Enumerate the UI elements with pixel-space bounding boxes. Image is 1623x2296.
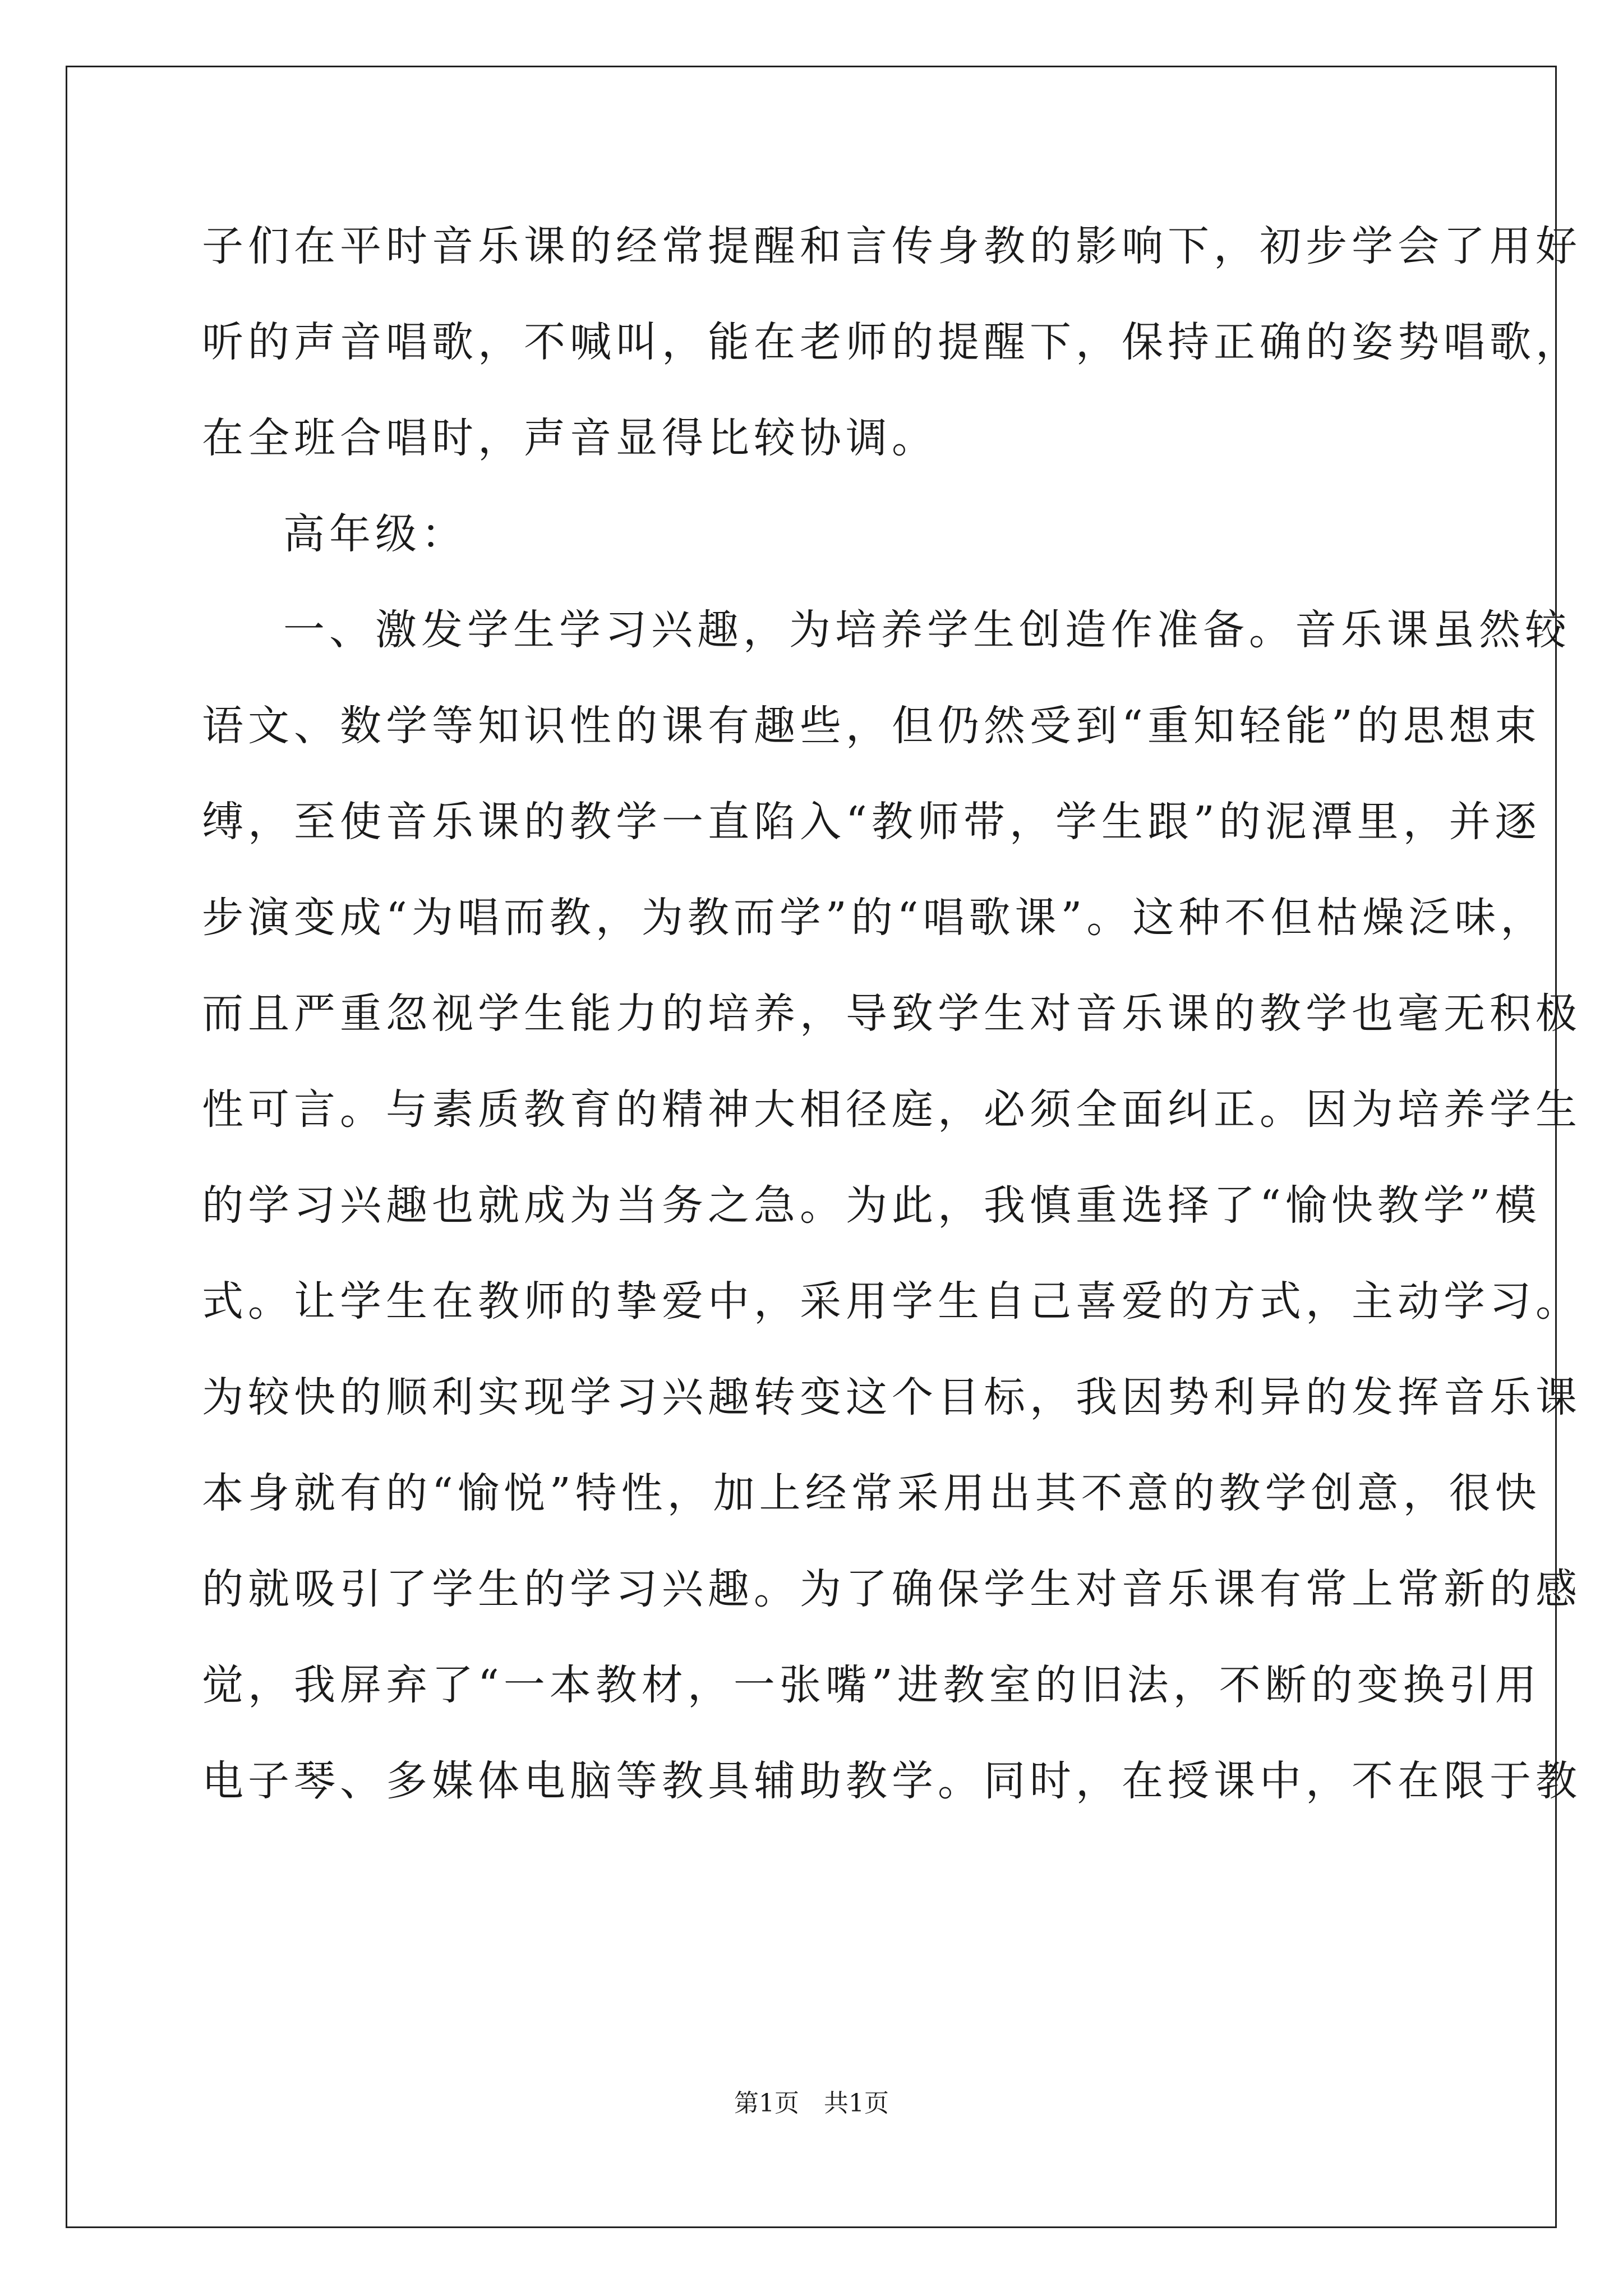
text-line: 在全班合唱时，声音显得比较协调。 (202, 414, 938, 462)
text-line: 而且严重忽视学生能力的培养，导致学生对音乐课的教学也毫无积极 (202, 990, 1581, 1038)
text-line: 语文、数学等知识性的课有趣些，但仍然受到“重知轻能”的思想束 (202, 702, 1541, 750)
text-line: 性可言。与素质教育的精神大相径庭，必须全面纠正。因为培养学生 (202, 1085, 1581, 1134)
section-heading: 高年级： (283, 510, 467, 558)
text-line: 本身就有的“愉悦”特性，加上经常采用出其不意的教学创意，很快 (202, 1469, 1541, 1517)
text-line: 式。让学生在教师的挚爱中，采用学生自己喜爱的方式，主动学习。 (202, 1277, 1581, 1326)
text-line: 电子琴、多媒体电脑等教具辅助教学。同时，在授课中，不在限于教 (202, 1757, 1581, 1805)
page-number-footer: 第1页 共1页 (734, 2089, 889, 2118)
text-line: 为较快的顺利实现学习兴趣转变这个目标，我因势利异的发挥音乐课 (202, 1373, 1581, 1421)
text-line: 听的声音唱歌，不喊叫，能在老师的提醒下，保持正确的姿势唱歌， (202, 318, 1581, 366)
text-line: 子们在平时音乐课的经常提醒和言传身教的影响下，初步学会了用好 (202, 222, 1581, 270)
text-line: 缚，至使音乐课的教学一直陷入“教师带，学生跟”的泥潭里，并逐 (202, 798, 1541, 846)
text-line: 的学习兴趣也就成为当务之急。为此，我慎重选择了“愉快教学”模 (202, 1181, 1541, 1230)
text-line: 一、激发学生学习兴趣，为培养学生创造作准备。音乐课虽然较 (283, 606, 1571, 654)
page-border (66, 66, 1581, 2228)
text-line: 的就吸引了学生的学习兴趣。为了确保学生对音乐课有常上常新的感 (202, 1565, 1581, 1613)
text-line: 觉，我屏弃了“一本教材，一张嘴”进教室的旧法，不断的变换引用 (202, 1661, 1541, 1709)
text-line: 步演变成“为唱而教，为教而学”的“唱歌课”。这种不但枯燥泛味， (202, 894, 1547, 942)
